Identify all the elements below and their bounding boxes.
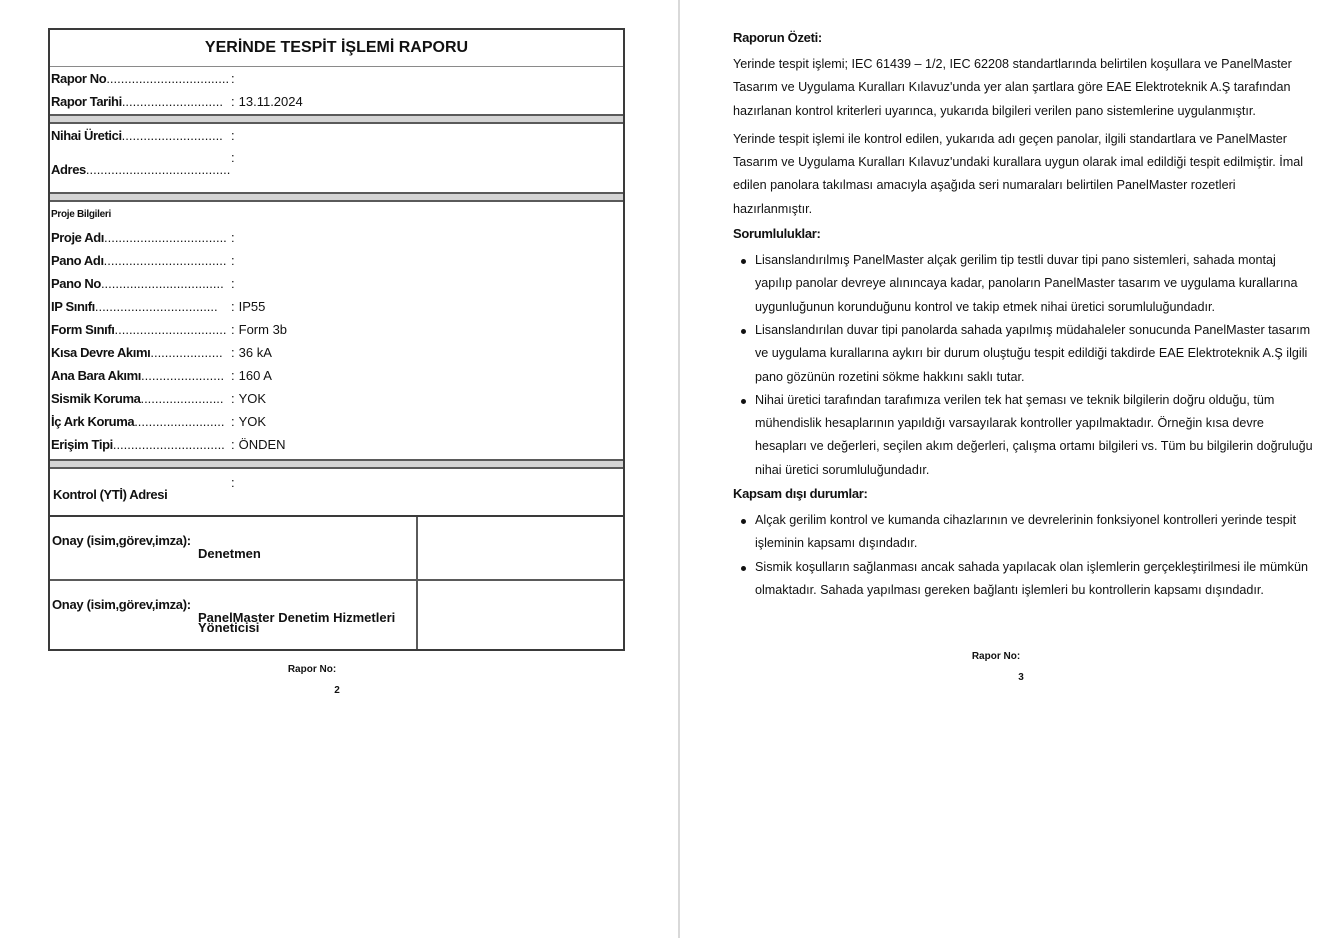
list-item: Lisanslandırılmış PanelMaster alçak gerilim tip testli duvar tipi pano sistemleri, sahada montaj yapılıp panolar devreye alınıncaya kadar, panoların PanelMaster tasarım ve uygulama kurallarına uygunluğunun korunduğunu kontrol ve takip etmek nihai üretici sorumluluğundadır. <box>733 249 1313 319</box>
list-item: Nihai üretici tarafından tarafımıza verilen tek hat şeması ve teknik bilgilerin doğru olduğu, tüm mühendislik hesaplarının yapıldığı varsayılarak kontroller yapılmaktadır. Örneğin kısa devre hesapları ve değerleri, seçilen akım değerleri, çalışma ortamı bilgileri vs. Tüm bu bilgilerin doğruluğu nihai üretici sorumluluğundadır. <box>733 389 1313 482</box>
footer-report-no: Rapor No: <box>971 651 1021 662</box>
report-form <box>48 28 625 651</box>
field-ic-ark-koruma: İç Ark Koruma......................... : YOK <box>51 414 267 429</box>
project-section <box>50 202 623 459</box>
list-item: Lisanslandırılan duvar tipi panolarda sahada yapılmış müdahaleler sonucunda PanelMaster tasarım ve uygulama kurallarına aykırı bir durum oluştuğu tespit edildiği takdirde EAE Elektroteknik A.Ş ilgili pano gözünün rozetini sökme hakkını saklı tutar. <box>733 319 1313 389</box>
field-adres: Adres........................................ <box>51 162 231 177</box>
project-section-heading: Proje Bilgileri <box>51 209 111 220</box>
separator-band <box>50 114 623 124</box>
field-label: Adres <box>51 162 86 177</box>
approval-label: Onay (isim,görev,imza): <box>52 533 191 548</box>
field-ip-sinifi: IP Sınıfı.................................. : IP55 <box>51 299 266 314</box>
separator-band <box>50 192 623 202</box>
approval-label: Onay (isim,görev,imza): <box>52 597 191 612</box>
form-title: YERİNDE TESPİT İŞLEMİ RAPORU <box>50 30 623 67</box>
field-erisim-tipi: Erişim Tipi............................... : ÖNDEN <box>51 437 286 452</box>
field-rapor-no: Rapor No.................................. : <box>51 71 235 86</box>
footer-report-no: Rapor No: <box>287 664 337 675</box>
responsibilities-heading: Sorumluluklar: <box>733 226 821 242</box>
field-label: Rapor No <box>51 71 107 86</box>
field-kontrol-adresi: Kontrol (YTİ) Adresi : <box>50 469 623 517</box>
signature-box <box>418 581 623 649</box>
page-number: 2 <box>334 685 340 696</box>
list-item: Sismik koşulların sağlanması ancak sahada yapılacak olan işlemlerin gerçekleştirilmesi ile mümkün olmaktadır. Sahada yapılması gereken bağlantı işlemleri bu kontrollerin kapsamı dışındadır. <box>733 556 1313 603</box>
approval-row <box>50 517 623 581</box>
manufacturer-section: Nihai Üretici............................ : : Adres........................................ <box>50 124 623 192</box>
separator-band <box>50 459 623 469</box>
approval-role: Denetmen <box>198 546 261 561</box>
field-ana-bara-akimi: Ana Bara Akımı....................... : 160 A <box>51 368 272 383</box>
field-rapor-tarihi: Rapor Tarihi............................ : 13.11.2024 <box>51 94 303 109</box>
field-nihai-uretici: Nihai Üretici............................ : <box>51 128 235 143</box>
field-pano-no: Pano No.................................. : <box>51 276 235 291</box>
field-kisa-devre-akimi: Kısa Devre Akımı.................... : 36 kA <box>51 345 272 360</box>
out-of-scope-heading: Kapsam dışı durumlar: <box>733 486 868 502</box>
signature-box <box>418 517 623 579</box>
field-label: Rapor Tarihi <box>51 94 122 109</box>
page-number: 3 <box>1018 672 1024 683</box>
report-info-section <box>50 67 623 114</box>
field-label: Nihai Üretici <box>51 128 122 143</box>
summary-heading: Raporun Özeti: <box>733 30 822 45</box>
field-form-sinifi: Form Sınıfı............................... : Form 3b <box>51 322 288 337</box>
summary-paragraph: Yerinde tespit işlemi; IEC 61439 – 1/2, IEC 62208 standartlarında belirtilen koşullara ve PanelMaster Tasarım ve Uygulama Kuralları Kılavuz'unda yer alan şartlara göre EAE Elektroteknik A.Ş tarafından hazırlanan kontrol kriterleri uyarınca, yukarıda bilgileri verilen pano sistemlerine uygulanmıştır. <box>733 57 1292 118</box>
report-summary-page <box>733 30 1313 606</box>
field-value: 13.11.2024 <box>238 94 303 109</box>
approval-row <box>50 581 623 649</box>
page-divider <box>678 0 680 938</box>
field-sismik-koruma: Sismik Koruma....................... : YOK <box>51 391 267 406</box>
field-proje-adi: Proje Adı.................................. : <box>51 230 235 245</box>
responsibilities-list <box>733 249 1313 482</box>
summary-paragraph: Yerinde tespit işlemi ile kontrol edilen, yukarıda adı geçen panolar, ilgili standartlara ve PanelMaster Tasarım ve Uygulama Kuralları Kılavuz'undaki kurallara uygun olarak imal edildiği tespit edilmiştir. İmal edilen panolara takılması amacıyla aşağıda seri numaraları belirtilen PanelMaster rozetleri hazırlanmıştır. <box>733 131 1304 216</box>
approval-role: PanelMaster Denetim Hizmetleri Yöneticisi <box>198 610 396 635</box>
field-pano-adi: Pano Adı.................................. : <box>51 253 235 268</box>
field-label: Kontrol (YTİ) Adresi <box>53 487 168 502</box>
out-of-scope-list <box>733 509 1313 602</box>
list-item: Alçak gerilim kontrol ve kumanda cihazlarının ve devrelerinin fonksiyonel kontrolleri yerinde tespit işleminin kapsamı dışındadır. <box>733 509 1313 556</box>
